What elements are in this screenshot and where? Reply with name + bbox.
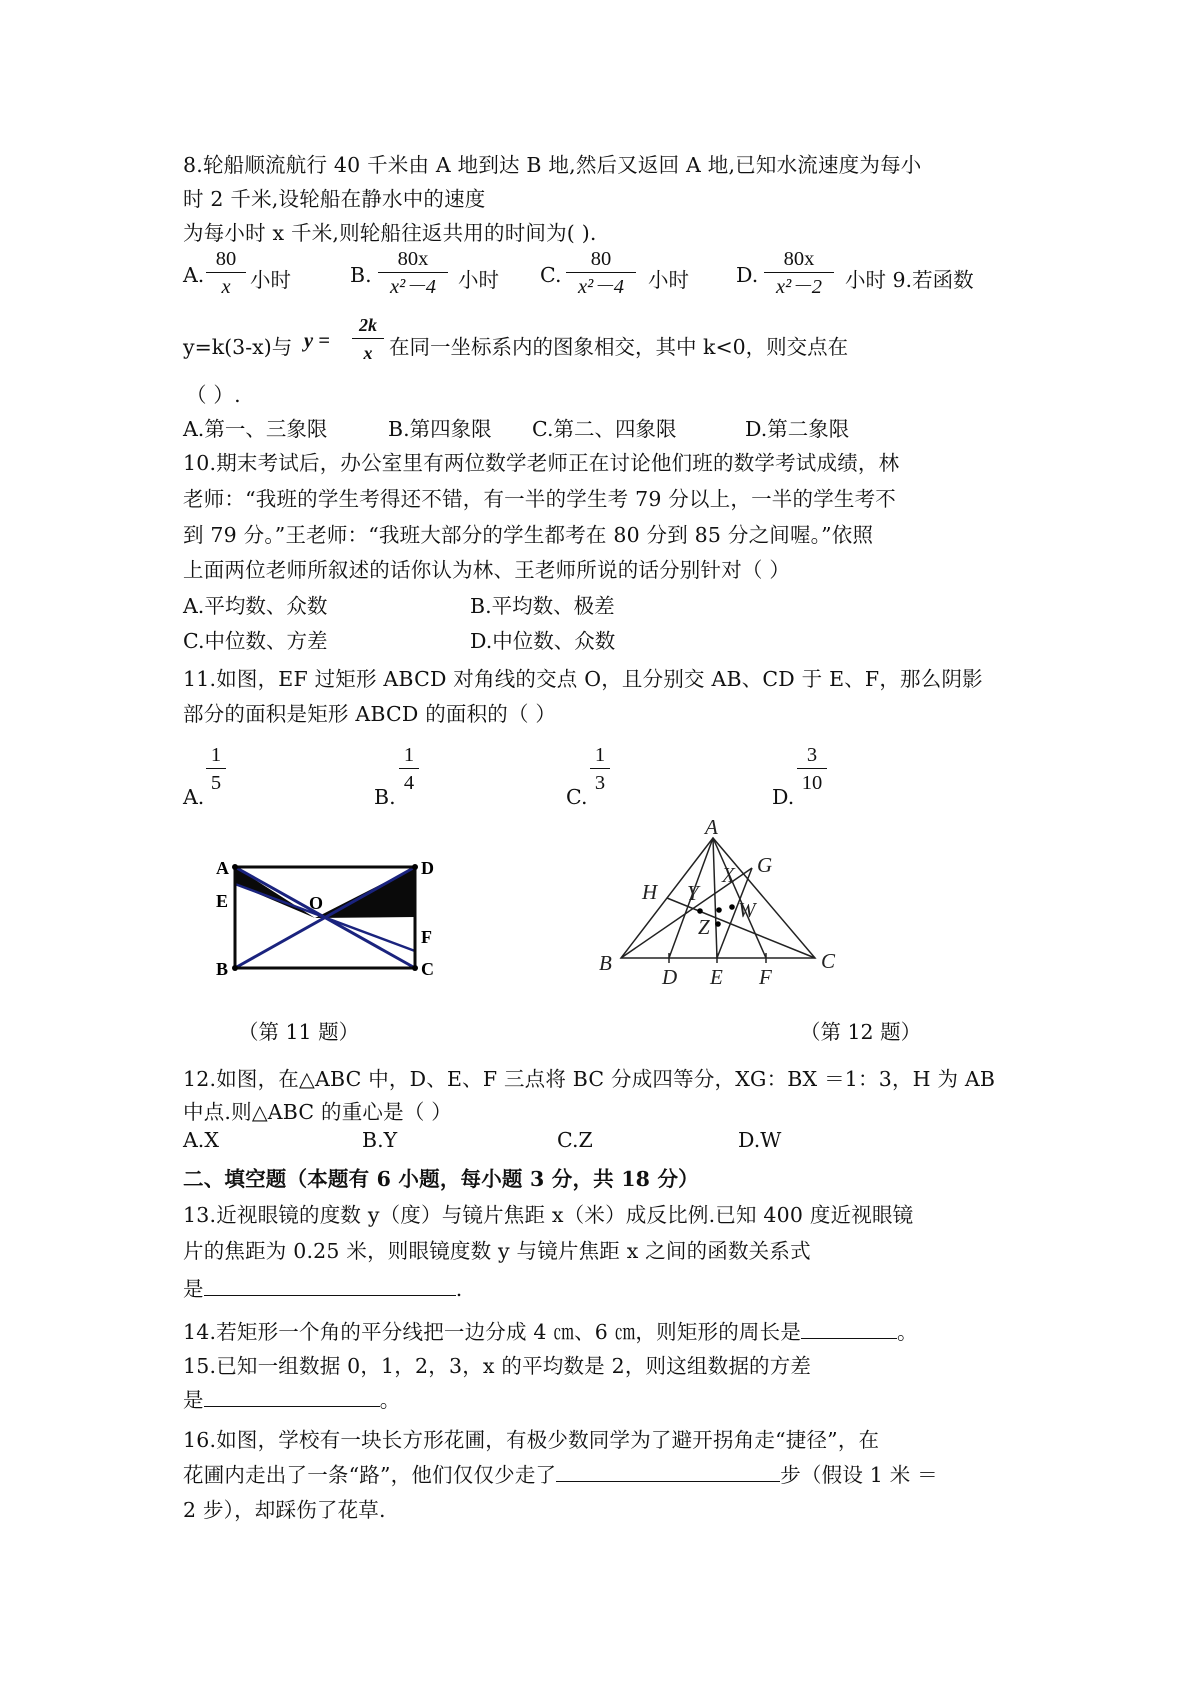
section-2-title: 二、填空题（本题有 6 小题，每小题 3 分，共 18 分） <box>183 1167 699 1191</box>
q8-option-d-label: D. <box>736 263 759 287</box>
q12-option-b: B.Y <box>362 1128 398 1152</box>
q14-answer-blank[interactable] <box>801 1320 897 1339</box>
fig12-label-z: Z <box>698 915 710 939</box>
fig12-label-b: B <box>599 951 612 975</box>
q16-line-1: 16.如图，学校有一块长方形花圃，有极少数同学为了避开拐角走“捷径”，在 <box>183 1428 880 1452</box>
q10-option-b: B.平均数、极差 <box>470 594 615 618</box>
fig11-label-o: O <box>309 893 324 913</box>
q12-line-1: 12.如图，在△ABC 中，D、E、F 三点将 BC 分成四等分，XG：BX ＝1：3，H 为 AB <box>183 1067 996 1091</box>
fig11-label-b: B <box>216 959 229 979</box>
q8-option-d-unit: 小时 9.若函数 <box>845 268 974 292</box>
q15-tail-post: 。 <box>379 1388 401 1412</box>
q10-line-3: 到 79 分。”王老师：“我班大部分的学生都考在 80 分到 85 分之间喔。”依照 <box>183 523 874 547</box>
q14-line <box>183 1315 918 1345</box>
q8-option-c-label: C. <box>540 263 562 287</box>
fig12-label-h: H <box>642 880 658 904</box>
q9-option-c: C.第二、四象限 <box>532 417 677 441</box>
q11-option-d-label: D. <box>772 785 795 809</box>
q13-line-1: 13.近视眼镜的度数 y（度）与镜片焦距 x（米）成反比例.已知 400 度近视眼镜 <box>183 1203 914 1227</box>
q8-line-2: 时 2 千米,设轮船在静水中的速度 <box>183 187 486 211</box>
q14-text: 14.若矩形一个角的平分线把一边分成 4 ㎝、6 ㎝，则矩形的周长是 <box>183 1320 802 1344</box>
q11-option-c-fraction: $\frac{1}{3}$ <box>590 742 610 797</box>
q11-option-b-fraction: $\frac{1}{4}$ <box>399 742 419 797</box>
q10-option-c: C.中位数、方差 <box>183 629 328 653</box>
figure-11-rectangle <box>205 850 445 980</box>
figure-12-caption: （第 12 题） <box>800 1020 922 1044</box>
q11-option-b-label: B. <box>374 785 396 809</box>
fig12-label-g: G <box>757 853 773 877</box>
q16-text-pre: 花圃内走出了一条“路”，他们仅仅少走了 <box>183 1463 557 1487</box>
q14-tail: 。 <box>897 1320 918 1344</box>
q8-option-c-unit: 小时 <box>648 268 689 292</box>
q11-option-a-label: A. <box>183 785 205 809</box>
fig11-label-d: D <box>421 858 434 878</box>
q8-line-3: 为每小时 x 千米,则轮船往返共用的时间为( ). <box>183 221 597 245</box>
fig12-label-e: E <box>710 965 723 989</box>
q13-tail-pre: 是 <box>183 1277 204 1301</box>
q13-tail-post: . <box>455 1277 463 1301</box>
q10-option-d: D.中位数、众数 <box>470 629 616 653</box>
fig11-label-c: C <box>421 959 434 979</box>
q11-option-d-fraction: $\frac{3}{10}$ <box>797 742 827 797</box>
q11-option-a-fraction: $\frac{1}{5}$ <box>206 742 226 797</box>
q12-line-2: 中点.则△ABC 的重心是（ ） <box>183 1100 452 1124</box>
fig12-label-f: F <box>759 965 772 989</box>
fig11-label-a: A <box>216 858 229 878</box>
q15-tail-pre: 是 <box>183 1388 204 1412</box>
q9-option-a: A.第一、三象限 <box>183 417 328 441</box>
q12-option-c: C.Z <box>557 1128 593 1152</box>
q11-line-2: 部分的面积是矩形 ABCD 的面积的（ ） <box>183 702 557 726</box>
figure-12-triangle <box>585 820 845 990</box>
q8-option-d-fraction: $\frac{80x}{\text{x²－2}}$ <box>764 246 834 301</box>
fig11-label-e: E <box>216 891 229 911</box>
q10-line-2: 老师：“我班的学生考得还不错，有一半的学生考 79 分以上，一半的学生考不 <box>183 487 896 511</box>
q9-fx-fraction: $\frac{2k}{x}$ <box>352 312 384 367</box>
fig12-label-y: Y <box>687 881 699 905</box>
q12-option-d: D.W <box>738 1128 782 1152</box>
fig11-label-f: F <box>421 927 432 947</box>
figure-11-caption: （第 11 题） <box>238 1020 360 1044</box>
q13-line-2: 片的焦距为 0.25 米，则眼镜度数 y 与镜片焦距 x 之间的函数关系式 <box>183 1239 811 1263</box>
q8-option-c-fraction: $\frac{80}{\text{x²－4}}$ <box>566 246 636 301</box>
q16-line-2 <box>183 1458 938 1488</box>
q8-option-b-fraction: $\frac{80x}{\text{x²－4}}$ <box>378 246 448 301</box>
q8-option-a-fraction: $\frac{80}{x}$ <box>206 246 246 301</box>
fig12-label-d: D <box>662 965 678 989</box>
q11-option-c-label: C. <box>566 785 588 809</box>
q12-option-a: A.X <box>183 1128 219 1152</box>
q8-option-a-label: A. <box>183 263 205 287</box>
q8-line-1: 8.轮船顺流航行 40 千米由 A 地到达 B 地,然后又返回 A 地,已知水流速度为每小 <box>183 153 922 177</box>
fig12-label-c: C <box>821 949 836 973</box>
q16-text-post: 步（假设 1 米 ＝ <box>780 1463 938 1487</box>
q9-option-d: D.第二象限 <box>745 417 850 441</box>
q10-option-a: A.平均数、众数 <box>183 594 328 618</box>
fig12-label-a: A <box>705 820 718 839</box>
fig12-label-w: W <box>738 898 756 922</box>
q15-answer-line <box>183 1383 400 1413</box>
q8-option-b-label: B. <box>350 263 372 287</box>
q15-answer-blank[interactable] <box>204 1388 380 1407</box>
q16-line-3: 2 步），却踩伤了花草. <box>183 1498 386 1522</box>
q16-answer-blank[interactable] <box>556 1463 780 1482</box>
q9-answer-paren: （ ）. <box>186 383 241 407</box>
q11-line-1: 11.如图，EF 过矩形 ABCD 对角线的交点 O，且分别交 AB、CD 于 E、F，那么阴影 <box>183 667 983 691</box>
q13-answer-blank[interactable] <box>204 1277 456 1296</box>
q8-option-b-unit: 小时 <box>458 268 499 292</box>
q15-line-1: 15.已知一组数据 0，1，2，3，x 的平均数是 2，则这组数据的方差 <box>183 1354 812 1378</box>
q10-line-1: 10.期末考试后，办公室里有两位数学老师正在讨论他们班的数学考试成绩，林 <box>183 451 900 475</box>
q9-option-b: B.第四象限 <box>388 417 492 441</box>
q10-line-4: 上面两位老师所叙述的话你认为林、王老师所说的话分别针对（ ） <box>183 558 791 582</box>
q9-text-post: 在同一坐标系内的图象相交，其中 k<0，则交点在 <box>389 335 849 359</box>
q8-option-a-unit: 小时 <box>250 268 291 292</box>
q13-answer-line <box>183 1272 462 1302</box>
fig12-label-x: X <box>722 863 735 887</box>
q9-text-pre: y=k(3-x)与 <box>183 335 293 359</box>
q9-fx-lhs: y = <box>304 330 330 352</box>
